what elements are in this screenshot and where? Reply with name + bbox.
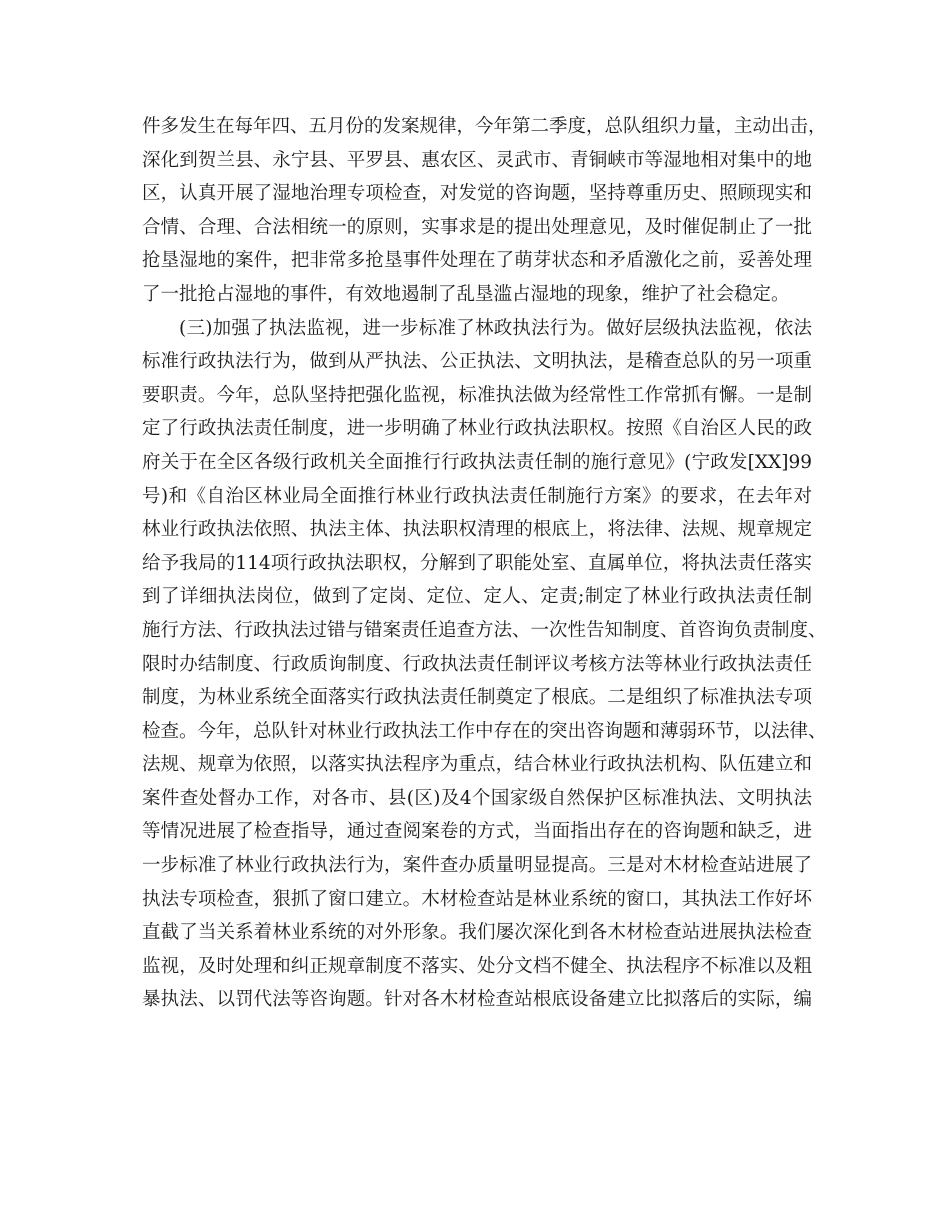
text-line: 标准行政执法行为，做到从严执法、公正执法、文明执法，是稽查总队的另一项重 <box>142 351 812 373</box>
text-line: 一步标准了林业行政执法行为，案件查办质量明显提高。三是对木材检查站进展了 <box>142 855 812 877</box>
text-line: 定了行政执法责任制度，进一步明确了林业行政执法职权。按照《自治区人民的政 <box>142 418 812 440</box>
text-line: 抢垦湿地的案件，把非常多抢垦事件处理在了萌芽状态和矛盾激化之前，妥善处理 <box>142 250 812 272</box>
text-line: 限时办结制度、行政质询制度、行政执法责任制评议考核方法等林业行政执法责任 <box>142 653 812 675</box>
text-line: 深化到贺兰县、永宁县、平罗县、惠农区、灵武市、青铜峡市等湿地相对集中的地 <box>142 149 812 171</box>
text-line: 了一批抢占湿地的事件，有效地遏制了乱垦滥占湿地的现象，维护了社会稳定。 <box>142 283 790 305</box>
body-text <box>142 110 827 1017</box>
text-line: 法规、规章为依照，以落实执法程序为重点，结合林业行政执法机构、队伍建立和 <box>142 754 812 776</box>
text-line: 制度，为林业系统全面落实行政执法责任制奠定了根底。二是组织了标准执法专项 <box>142 687 812 709</box>
text-line: 林业行政执法依照、执法主体、执法职权清理的根底上，将法律、法规、规章规定 <box>142 519 812 541</box>
text-line: 案件查处督办工作，对各市、县(区)及4个国家级自然保护区标准执法、文明执法 <box>142 787 812 809</box>
text-line: 施行方法、行政执法过错与错案责任追查方法、一次性告知制度、首咨询负责制度、 <box>142 619 827 641</box>
text-line: 区，认真开展了湿地治理专项检查，对发觉的咨询题，坚持尊重历史、照顾现实和 <box>142 183 812 205</box>
text-line: 监视，及时处理和纠正规章制度不落实、处分文档不健全、执法程序不标准以及粗 <box>142 955 812 977</box>
text-line: 到了详细执法岗位，做到了定岗、定位、定人、定责;制定了林业行政执法责任制 <box>142 586 812 608</box>
text-line: (三)加强了执法监视，进一步标准了林政执法行为。做好层级执法监视，依法 <box>179 317 812 339</box>
text-line: 号)和《自治区林业局全面推行林业行政执法责任制施行方案》的要求，在去年对 <box>142 485 812 507</box>
text-line: 给予我局的114项行政执法职权，分解到了职能处室、直属单位，将执法责任落实 <box>142 552 812 574</box>
text-line: 检查。今年，总队针对林业行政执法工作中存在的突出咨询题和薄弱环节，以法律、 <box>142 720 827 742</box>
text-line: 件多发生在每年四、五月份的发案规律，今年第二季度，总队组织力量，主动出击， <box>142 116 827 137</box>
text-line: 府关于在全区各级行政机关全面推行行政执法责任制的施行意见》(宁政发[XX]99 <box>142 451 812 473</box>
text-line: 等情况进展了检查指导，通过查阅案卷的方式，当面指出存在的咨询题和缺乏，进 <box>142 821 812 843</box>
text-line: 执法专项检查，狠抓了窗口建立。木材检查站是林业系统的窗口，其执法工作好坏 <box>142 888 812 910</box>
text-line: 合情、合理、合法相统一的原则，实事求是的提出处理意见，及时催促制止了一批 <box>142 216 812 238</box>
text-line: 要职责。今年，总队坚持把强化监视，标准执法做为经常性工作常抓有懈。一是制 <box>142 384 812 406</box>
text-line: 暴执法、以罚代法等咨询题。针对各木材检查站根底设备建立比拟落后的实际，编 <box>142 989 812 1011</box>
text-line: 直截了当关系着林业系统的对外形象。我们屡次深化到各木材检查站进展执法检查 <box>142 922 812 944</box>
